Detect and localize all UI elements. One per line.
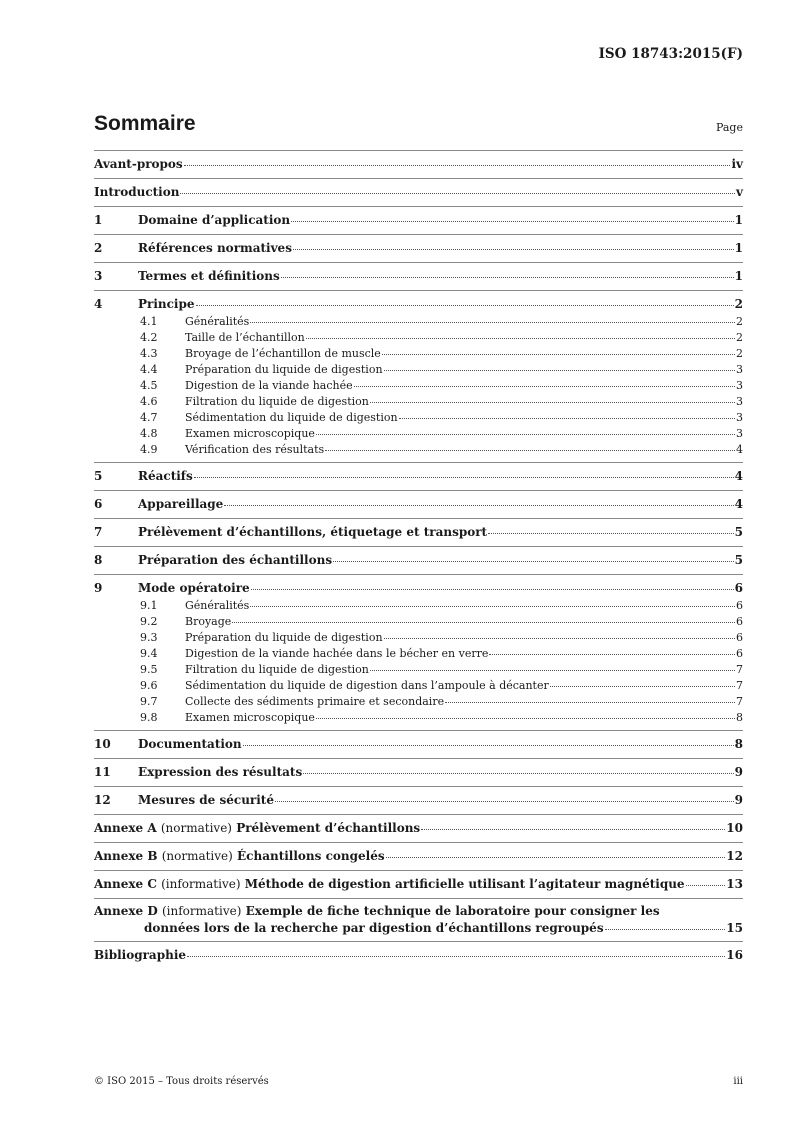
dot-leader (686, 884, 726, 886)
dot-leader (306, 337, 735, 339)
dot-leader (281, 276, 734, 278)
footer-copyright: © ISO 2015 – Tous droits réservés (94, 1076, 269, 1087)
entry-title: Méthode de digestion artificielle utilisant l’agitateur magnétique (244, 877, 685, 891)
dot-leader (196, 304, 734, 306)
dot-leader (370, 401, 735, 403)
entry-page: 9 (734, 793, 743, 807)
toc-group (94, 870, 743, 898)
entry-page: 4 (736, 443, 743, 456)
toc-entry-subsection[interactable] (94, 330, 743, 346)
entry-page: 6 (736, 647, 743, 660)
toc-entry-section[interactable] (94, 211, 743, 230)
entry-title: Sédimentation du liquide de digestion (185, 411, 398, 424)
entry-number: 2 (94, 241, 103, 255)
entry-title: Digestion de la viande hachée (185, 379, 353, 392)
entry-number: 4.3 (140, 347, 158, 360)
entry-title: Généralités (185, 599, 250, 612)
dot-leader (291, 220, 734, 222)
entry-page: 7 (736, 695, 743, 708)
entry-title: Introduction (94, 185, 180, 199)
dot-leader (354, 385, 735, 387)
entry-number: 4.1 (140, 315, 158, 328)
dot-leader (488, 532, 734, 534)
toc-entry-back[interactable] (94, 946, 743, 965)
entry-page: 2 (736, 347, 743, 360)
dot-leader (333, 560, 734, 562)
toc-entry-subsection[interactable] (94, 378, 743, 394)
dot-leader (382, 353, 735, 355)
entry-page: 13 (726, 877, 743, 891)
entry-page: 6 (736, 615, 743, 628)
entry-number: 11 (94, 765, 111, 779)
toc-entry-subsection[interactable] (94, 426, 743, 442)
toc-title: Sommaire (94, 112, 196, 135)
toc-group (94, 462, 743, 490)
entry-page: 5 (734, 525, 743, 539)
toc-entry-section[interactable] (94, 735, 743, 754)
annex-label: Annexe C (94, 877, 157, 891)
entry-number: 4.4 (140, 363, 158, 376)
entry-title: Exemple de fiche technique de laboratoire pour consigner les (245, 904, 660, 918)
toc-group (94, 758, 743, 786)
entry-title: Préparation du liquide de digestion (185, 363, 383, 376)
toc-entry-front[interactable] (94, 155, 743, 174)
entry-title: Avant-propos (94, 157, 183, 171)
dot-leader (384, 637, 735, 639)
entry-page: 16 (726, 948, 743, 962)
entry-title: Mode opératoire (138, 581, 250, 595)
entry-number: 3 (94, 269, 103, 283)
entry-number: 4 (94, 297, 103, 311)
entry-title: Sédimentation du liquide de digestion dans l’ampoule à décanter (185, 679, 549, 692)
entry-page: 3 (736, 379, 743, 392)
entry-number: 12 (94, 793, 111, 807)
entry-title: Vérification des résultats (185, 443, 325, 456)
dot-leader (180, 192, 735, 194)
toc-entry-subsection[interactable] (94, 394, 743, 410)
entry-title: Échantillons congelés (237, 849, 385, 863)
entry-number: 10 (94, 737, 111, 751)
dot-leader (316, 717, 735, 719)
entry-title: Références normatives (138, 241, 292, 255)
dot-leader (325, 449, 735, 451)
entry-page: 1 (734, 241, 743, 255)
dot-leader (550, 685, 735, 687)
entry-title: Réactifs (138, 469, 193, 483)
entry-title: Principe (138, 297, 195, 311)
entry-page: 3 (736, 427, 743, 440)
entry-number: 6 (94, 497, 103, 511)
entry-title: Domaine d’application (138, 213, 291, 227)
dot-leader (187, 955, 725, 957)
toc-entry-subsection[interactable] (94, 362, 743, 378)
entry-number: 4.7 (140, 411, 158, 424)
entry-page: 6 (734, 581, 743, 595)
dot-leader (184, 164, 731, 166)
entry-page: v (736, 185, 743, 199)
entry-page: 3 (736, 411, 743, 424)
entry-number: 4.2 (140, 331, 158, 344)
entry-number: 9.6 (140, 679, 158, 692)
dot-leader (293, 248, 734, 250)
entry-title: Broyage de l’échantillon de muscle (185, 347, 381, 360)
entry-title: Prélèvement d’échantillons (236, 821, 421, 835)
toc-group (94, 898, 743, 941)
entry-number: 9 (94, 581, 103, 595)
dot-leader (250, 605, 735, 607)
toc-entry-annex[interactable] (94, 847, 743, 866)
entry-title: Appareillage (138, 497, 224, 511)
entry-title: Filtration du liquide de digestion (185, 663, 369, 676)
toc-entry-section[interactable] (94, 763, 743, 782)
entry-page: 15 (726, 921, 743, 935)
dot-leader (224, 504, 733, 506)
entry-page: 2 (734, 297, 743, 311)
entry-number: 9.5 (140, 663, 158, 676)
annex-label: Annexe B (94, 849, 158, 863)
toc-entry-subsection[interactable] (94, 646, 743, 662)
entry-page: 1 (734, 269, 743, 283)
annex-first-line (94, 903, 743, 920)
toc-entry-subsection[interactable] (94, 694, 743, 710)
toc-entry-subsection[interactable] (94, 410, 743, 426)
annex-label: Annexe A (94, 821, 157, 835)
dot-leader (243, 744, 734, 746)
entry-title: Bibliographie (94, 948, 187, 962)
entry-page: 5 (734, 553, 743, 567)
toc-entry-annex[interactable] (94, 819, 743, 838)
toc-entry-section[interactable] (94, 267, 743, 286)
entry-title: Expression des résultats (138, 765, 303, 779)
dot-leader (384, 369, 735, 371)
entry-page: 4 (734, 497, 743, 511)
toc-entry-section[interactable] (94, 791, 743, 810)
dot-leader (316, 433, 735, 435)
toc-entry-section[interactable] (94, 467, 743, 486)
annex-second-line (94, 920, 743, 937)
toc-group (94, 814, 743, 842)
toc-entry-annex[interactable] (94, 875, 743, 894)
dot-leader (251, 588, 734, 590)
dot-leader (275, 800, 734, 802)
toc-group (94, 234, 743, 262)
entry-page: iv (731, 157, 743, 171)
toc-entry-subsection[interactable] (94, 314, 743, 330)
entry-number: 9.4 (140, 647, 158, 660)
toc-group (94, 941, 743, 969)
entry-number: 9.1 (140, 599, 158, 612)
entry-page: 6 (736, 599, 743, 612)
annex-type: (informative) (161, 904, 242, 918)
dot-leader (445, 701, 735, 703)
toc-entry-subsection[interactable] (94, 710, 743, 726)
toc-entry-subsection[interactable] (94, 662, 743, 678)
toc-entry-subsection[interactable] (94, 442, 743, 458)
table-of-contents (94, 150, 743, 969)
entry-title: Filtration du liquide de digestion (185, 395, 369, 408)
entry-page: 9 (734, 765, 743, 779)
entry-title: Taille de l’échantillon (185, 331, 305, 344)
entry-number: 4.6 (140, 395, 158, 408)
toc-entry-section[interactable] (94, 295, 743, 314)
entry-page: 2 (736, 315, 743, 328)
entry-title: Généralités (185, 315, 250, 328)
toc-group (94, 290, 743, 462)
entry-page: 12 (726, 849, 743, 863)
toc-entry-subsection[interactable] (94, 598, 743, 614)
toc-page-column-label: Page (715, 121, 743, 134)
annex-type: (normative) (160, 821, 232, 835)
dot-leader (194, 476, 734, 478)
toc-entry-subsection[interactable] (94, 614, 743, 630)
toc-group (94, 262, 743, 290)
toc-entry-front[interactable] (94, 183, 743, 202)
toc-group (94, 518, 743, 546)
footer-page-number: iii (733, 1076, 743, 1087)
annex-type: (informative) (161, 877, 241, 891)
entry-number: 5 (94, 469, 103, 483)
entry-title: Préparation du liquide de digestion (185, 631, 383, 644)
entry-page: 2 (736, 331, 743, 344)
toc-entry-section[interactable] (94, 239, 743, 258)
entry-title: Mesures de sécurité (138, 793, 274, 807)
toc-group (94, 842, 743, 870)
entry-page: 7 (736, 679, 743, 692)
entry-page: 3 (736, 395, 743, 408)
toc-group (94, 490, 743, 518)
dot-leader (303, 772, 733, 774)
entry-page: 3 (736, 363, 743, 376)
dot-leader (370, 669, 735, 671)
dot-leader (421, 828, 725, 830)
entry-title: Préparation des échantillons (138, 553, 333, 567)
toc-group (94, 786, 743, 814)
entry-page: 8 (736, 711, 743, 724)
toc-group (94, 546, 743, 574)
toc-group (94, 206, 743, 234)
entry-page: 10 (726, 821, 743, 835)
toc-group (94, 574, 743, 730)
entry-title: Documentation (138, 737, 242, 751)
toc-group (94, 150, 743, 178)
toc-entry-section[interactable] (94, 551, 743, 570)
toc-entry-subsection[interactable] (94, 678, 743, 694)
dot-leader (250, 321, 735, 323)
entry-title: Examen microscopique (185, 711, 315, 724)
entry-number: 8 (94, 553, 103, 567)
entry-title: Broyage (185, 615, 232, 628)
entry-title-continued: données lors de la recherche par digestion d’échantillons regroupés (144, 921, 604, 935)
entry-page: 6 (736, 631, 743, 644)
entry-number: 4.5 (140, 379, 158, 392)
dot-leader (232, 621, 735, 623)
entry-number: 1 (94, 213, 103, 227)
toc-entry-annex[interactable] (94, 903, 743, 937)
toc-entry-subsection[interactable] (94, 346, 743, 362)
toc-entry-section[interactable] (94, 523, 743, 542)
entry-number: 4.9 (140, 443, 158, 456)
entry-title: Collecte des sédiments primaire et secondaire (185, 695, 445, 708)
entry-number: 9.2 (140, 615, 158, 628)
entry-title: Prélèvement d’échantillons, étiquetage et transport (138, 525, 488, 539)
entry-title: Examen microscopique (185, 427, 315, 440)
entry-title: Termes et définitions (138, 269, 280, 283)
dot-leader (386, 856, 726, 858)
toc-group (94, 730, 743, 758)
entry-page: 7 (736, 663, 743, 676)
entry-number: 9.7 (140, 695, 158, 708)
dot-leader (399, 417, 735, 419)
annex-type: (normative) (161, 849, 233, 863)
entry-page: 4 (734, 469, 743, 483)
toc-entry-section[interactable] (94, 495, 743, 514)
document-id: ISO 18743:2015(F) (598, 46, 743, 62)
toc-entry-section[interactable] (94, 579, 743, 598)
entry-number: 4.8 (140, 427, 158, 440)
entry-number: 9.3 (140, 631, 158, 644)
toc-group (94, 178, 743, 206)
entry-title: Digestion de la viande hachée dans le bécher en verre (185, 647, 489, 660)
entry-page: 1 (734, 213, 743, 227)
dot-leader (605, 928, 726, 930)
annex-label: Annexe D (94, 904, 158, 918)
dot-leader (489, 653, 735, 655)
toc-entry-subsection[interactable] (94, 630, 743, 646)
entry-number: 7 (94, 525, 103, 539)
entry-number: 9.8 (140, 711, 158, 724)
entry-page: 8 (734, 737, 743, 751)
